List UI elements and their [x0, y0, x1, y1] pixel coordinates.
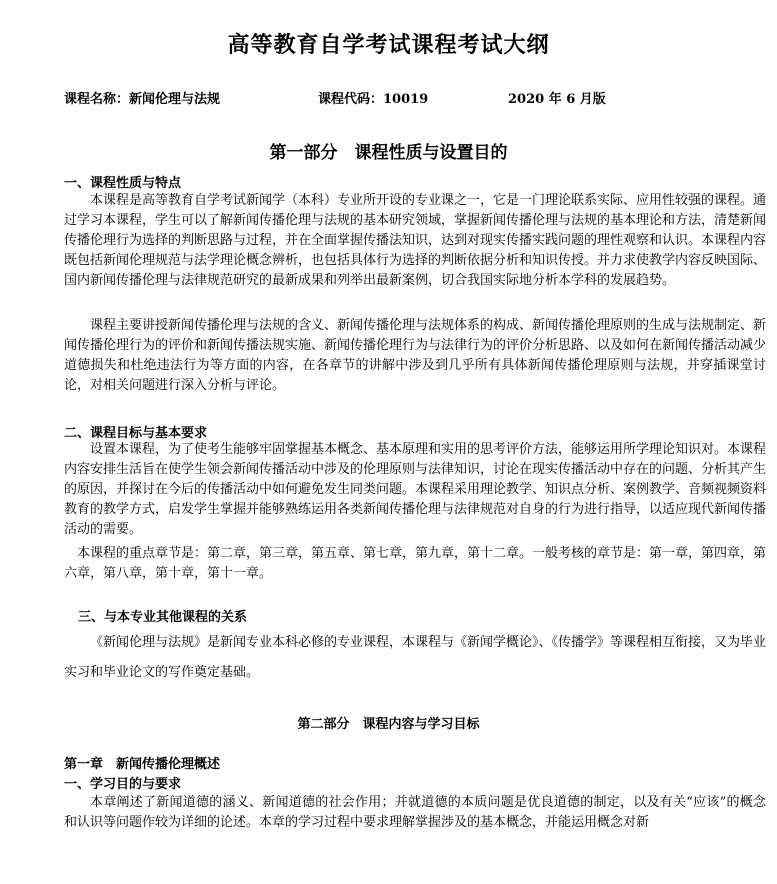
- section1-heading: 一、课程性质与特点: [64, 176, 182, 191]
- edition-date: 2020 年 6 月版: [508, 92, 606, 107]
- part2-heading: 第二部分 课程内容与学习目标: [297, 717, 480, 732]
- course-name: 课程名称：新闻伦理与法规: [64, 92, 221, 107]
- section1-paragraph1: 本课程是高等教育自学考试新闻学（本科）专业所开设的专业课之一，它是一门理论联系实际、应用性较强的课程。通过学习本课程，学生可以了解新闻传播伦理与法规的基本研究领域，掌握新闻传播伦理与法规的基本理论和方法，清楚新闻传播伦理行为选择的判断思路与过程，并在全面掌握传播法知识，达到对现实传播实践问题的理性观察和认识。本课程内容既包括新闻伦理规范与法学理论概念辨析，也包括具体行为选择的判断依据分析和知识传授。并力求使教学内容反映国际、国内新闻传播伦理与法律规范研究的最新成果和列举出最新案例，切合我国实际地分析本学科的发展趋势。: [64, 193, 767, 288]
- section2-heading: 二、课程目标与基本要求: [64, 426, 208, 441]
- course-code: 课程代码：10019: [318, 92, 429, 107]
- chapter1-section1-heading: 一、学习目的与要求: [64, 777, 182, 792]
- section2-paragraph2: 本课程的重点章节是：第二章，第三章，第五章、第七章，第九章，第十二章。一般考核的章节是：第一章，第四章，第六章，第八章，第十章，第十一章。: [64, 546, 767, 581]
- section2-paragraph1: 设置本课程，为了使考生能够牢固掌握基本概念、基本原理和实用的思考评价方法，能够运用所学理论知识对。本课程内容安排生活旨在使学生领会新闻传播活动中涉及的伦理原则与法律知识，讨论在现实传播活动中存在的问题、分析其产生的原因，并探讨在今后的传播活动中如何避免发生同类问题。本课程采用理论教学、知识点分析、案例教学、音频视频资料教育的教学方式，启发学生掌握并能够熟练运用各类新闻传播伦理与法律规范对自身的行为进行指导，以适应现代新闻传播活动的需要。: [64, 442, 767, 537]
- chapter1-heading: 第一章 新闻传播伦理概述: [64, 757, 221, 772]
- document-title: 高等教育自学考试课程考试大纲: [227, 32, 550, 58]
- chapter1-paragraph1: 本章阐述了新闻道德的涵义、新闻道德的社会作用；并就道德的本质问题是优良道德的制定，以及有关“应该”的概念和认识等问题作较为详细的论述。本章的学习过程中要求理解掌握涉及的基本概念，并能运用概念对新: [64, 795, 766, 830]
- section3-heading: 三、与本专业其他课程的关系: [78, 610, 248, 625]
- section3-paragraph1: 《新闻伦理与法规》是新闻专业本科必修的专业课程，本课程与《新闻学概论》、《传播学》等课程相互衔接，又为毕业实习和毕业论文的写作奠定基础。: [64, 635, 767, 680]
- part1-heading: 第一部分 课程性质与设置目的: [269, 143, 508, 163]
- section1-paragraph2: 课程主要讲授新闻传播伦理与法规的含义、新闻传播伦理与法规体系的构成、新闻传播伦理原则的生成与法规制定、新闻传播伦理行为的评价和新闻传播法规实施、新闻传播伦理行为与法律行为的评价分析思路、以及如何在新闻传播活动减少道德损失和杜绝违法行为等方面的内容，在各章节的讲解中涉及到几乎所有具体新闻传播伦理原则与法规，并穿插课堂讨论，对相关问题进行深入分析与评论。: [64, 318, 767, 393]
